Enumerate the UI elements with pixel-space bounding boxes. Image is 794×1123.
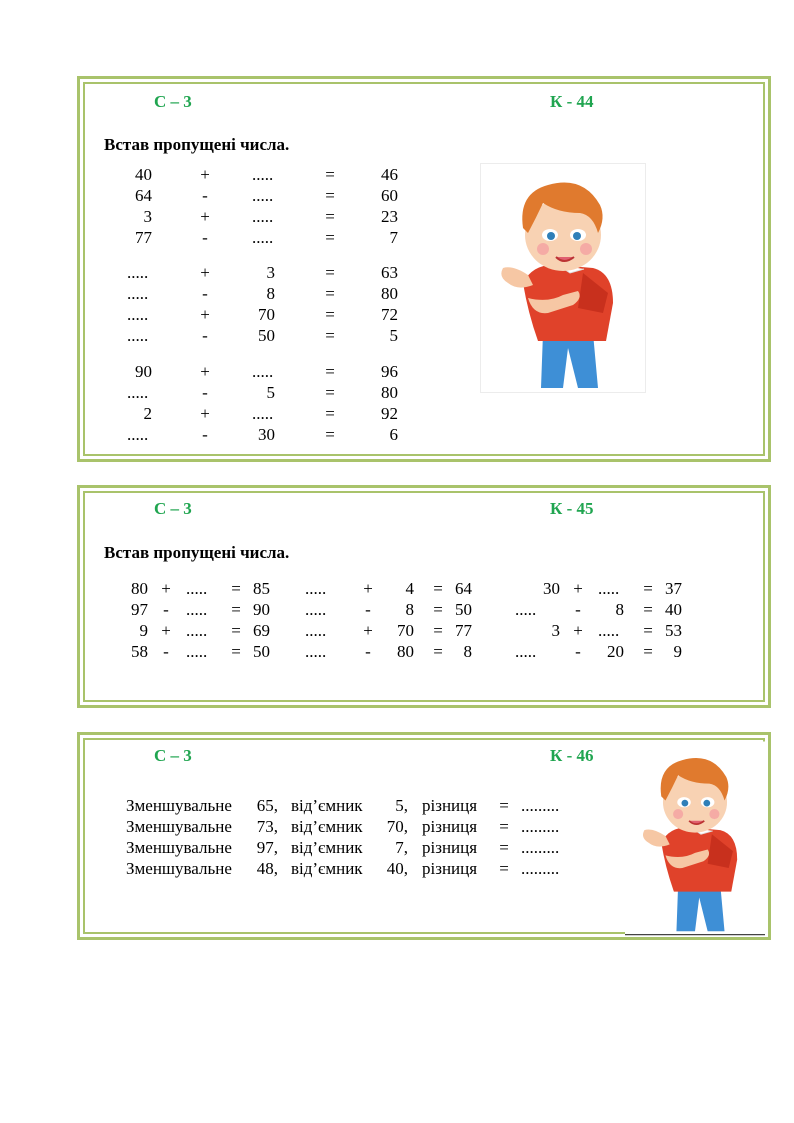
subtrahend-label: від’ємник [291, 796, 363, 815]
operator: + [200, 404, 210, 423]
equals-sign: = [325, 425, 335, 444]
operand-a: ..... [305, 621, 327, 640]
operator: + [573, 621, 583, 640]
operand-b: 20 [607, 642, 624, 661]
operand-b: 30 [258, 425, 275, 444]
equals-sign: = [325, 383, 335, 402]
equals-sign: = [433, 642, 443, 661]
operator: + [200, 362, 210, 381]
equals-sign: = [499, 817, 509, 836]
instruction: Встав пропущені числа. [104, 543, 290, 562]
equals-sign: = [643, 621, 653, 640]
operand-b: ..... [252, 362, 274, 381]
card-code: К - 45 [550, 499, 594, 518]
operator: - [202, 186, 208, 205]
minuend-label: Зменшувальне [126, 838, 232, 857]
subtrahend-value: 40, [386, 859, 408, 878]
operator: - [365, 600, 371, 619]
result: 77 [455, 621, 472, 640]
operand-a: 2 [143, 404, 152, 423]
difference-label: різниця [422, 838, 478, 857]
operand-b: 8 [615, 600, 624, 619]
minuend-value: 97, [256, 838, 278, 857]
operand-a: ..... [305, 600, 327, 619]
result: 9 [673, 642, 682, 661]
operand-b: 70 [397, 621, 414, 640]
series-code: С – 3 [154, 746, 192, 765]
operator: + [200, 207, 210, 226]
operator: + [200, 263, 210, 282]
equation-row [80, 383, 400, 403]
operand-a: 3 [143, 207, 152, 226]
equation-row [80, 186, 400, 206]
difference-label: різниця [422, 796, 478, 815]
operator: - [202, 228, 208, 247]
operand-b: ..... [186, 642, 208, 661]
result: 6 [389, 425, 398, 444]
result: 96 [381, 362, 398, 381]
operator: - [163, 642, 169, 661]
operator: + [573, 579, 583, 598]
operator: + [200, 165, 210, 184]
operator: - [575, 642, 581, 661]
operand-b: 70 [258, 305, 275, 324]
operand-a: 77 [135, 228, 152, 247]
terms-row [126, 859, 596, 879]
equals-sign: = [325, 165, 335, 184]
equation-row [80, 362, 400, 382]
equals-sign: = [325, 305, 335, 324]
result: 46 [381, 165, 398, 184]
operand-b: 80 [397, 642, 414, 661]
operator: + [363, 579, 373, 598]
operand-b: ..... [252, 165, 274, 184]
operand-a: 30 [543, 579, 560, 598]
terms-row [126, 796, 596, 816]
subtrahend-value: 7, [395, 838, 408, 857]
operand-a: ..... [127, 284, 149, 303]
equals-sign: = [325, 263, 335, 282]
difference-label: різниця [422, 817, 478, 836]
result: 90 [253, 600, 270, 619]
equation-row [80, 305, 400, 325]
equals-sign: = [643, 579, 653, 598]
operand-b: ..... [598, 621, 620, 640]
operand-b: 50 [258, 326, 275, 345]
equals-sign: = [231, 579, 241, 598]
operand-a: ..... [127, 305, 149, 324]
operand-a: 90 [135, 362, 152, 381]
equation-row [515, 600, 794, 620]
answer-blank: ......... [521, 859, 560, 878]
operand-a: ..... [127, 425, 149, 444]
minuend-value: 48, [256, 859, 278, 878]
operand-a: ..... [127, 383, 149, 402]
equals-sign: = [499, 838, 509, 857]
operator: - [202, 383, 208, 402]
operand-a: ..... [127, 326, 149, 345]
equation-row [80, 404, 400, 424]
task-card-k45 [77, 485, 771, 708]
equals-sign: = [231, 642, 241, 661]
operand-b: ..... [186, 600, 208, 619]
operand-a: ..... [515, 600, 537, 619]
result: 80 [381, 383, 398, 402]
result: 80 [381, 284, 398, 303]
equation-row [80, 326, 400, 346]
operand-b: 3 [266, 263, 275, 282]
equation-row [80, 425, 400, 445]
equals-sign: = [231, 600, 241, 619]
equals-sign: = [325, 362, 335, 381]
equals-sign: = [499, 859, 509, 878]
equals-sign: = [231, 621, 241, 640]
equation-row [520, 579, 794, 599]
result: 5 [389, 326, 398, 345]
result: 7 [389, 228, 398, 247]
operand-b: ..... [186, 579, 208, 598]
answer-blank: ......... [521, 796, 560, 815]
operand-a: 80 [131, 579, 148, 598]
equation-row [80, 165, 400, 185]
result: 53 [665, 621, 682, 640]
operator: + [200, 305, 210, 324]
result: 72 [381, 305, 398, 324]
result: 23 [381, 207, 398, 226]
boy-illustration [625, 741, 765, 936]
result: 64 [455, 579, 472, 598]
operand-a: ..... [305, 642, 327, 661]
equals-sign: = [643, 600, 653, 619]
operator: - [575, 600, 581, 619]
equals-sign: = [433, 600, 443, 619]
answer-blank: ......... [521, 817, 560, 836]
operand-a: 40 [135, 165, 152, 184]
operand-b: ..... [186, 621, 208, 640]
operand-b: 5 [266, 383, 275, 402]
operator: - [202, 284, 208, 303]
equation-row [515, 642, 794, 662]
answer-blank: ......... [521, 838, 560, 857]
equals-sign: = [499, 796, 509, 815]
operand-b: ..... [252, 404, 274, 423]
operand-b: 8 [266, 284, 275, 303]
operand-a: 9 [139, 621, 148, 640]
difference-label: різниця [422, 859, 478, 878]
operand-b: 8 [405, 600, 414, 619]
operand-b: 4 [405, 579, 414, 598]
operand-a: ..... [515, 642, 537, 661]
terms-row [126, 838, 596, 858]
result: 8 [463, 642, 472, 661]
minuend-value: 65, [256, 796, 278, 815]
operand-a: ..... [305, 579, 327, 598]
card-code: К - 44 [550, 92, 594, 111]
equation-row [80, 284, 400, 304]
task-card-k46 [77, 732, 771, 940]
equals-sign: = [433, 579, 443, 598]
operand-a: 64 [135, 186, 152, 205]
operator: - [202, 425, 208, 444]
minuend-label: Зменшувальне [126, 817, 232, 836]
equals-sign: = [325, 207, 335, 226]
subtrahend-label: від’ємник [291, 817, 363, 836]
subtrahend-label: від’ємник [291, 838, 363, 857]
operator: + [161, 621, 171, 640]
operator: + [161, 579, 171, 598]
operand-b: ..... [252, 228, 274, 247]
result: 85 [253, 579, 270, 598]
minuend-value: 73, [256, 817, 278, 836]
equals-sign: = [325, 284, 335, 303]
subtrahend-value: 70, [386, 817, 408, 836]
result: 37 [665, 579, 682, 598]
result: 69 [253, 621, 270, 640]
result: 63 [381, 263, 398, 282]
equals-sign: = [643, 642, 653, 661]
operand-b: ..... [252, 207, 274, 226]
terms-row [126, 817, 596, 837]
operand-b: ..... [598, 579, 620, 598]
operator: + [363, 621, 373, 640]
task-card-k44 [77, 76, 771, 462]
result: 92 [381, 404, 398, 423]
equals-sign: = [325, 228, 335, 247]
subtrahend-label: від’ємник [291, 859, 363, 878]
equals-sign: = [325, 186, 335, 205]
operand-a: 97 [131, 600, 148, 619]
result: 50 [455, 600, 472, 619]
boy-illustration [480, 163, 646, 393]
minuend-label: Зменшувальне [126, 796, 232, 815]
equals-sign: = [325, 326, 335, 345]
result: 50 [253, 642, 270, 661]
instruction: Встав пропущені числа. [104, 135, 290, 154]
equation-row [520, 621, 794, 641]
minuend-label: Зменшувальне [126, 859, 232, 878]
equals-sign: = [325, 404, 335, 423]
equation-row [80, 207, 400, 227]
operator: - [365, 642, 371, 661]
operand-b: ..... [252, 186, 274, 205]
series-code: С – 3 [154, 92, 192, 111]
operator: - [202, 326, 208, 345]
result: 40 [665, 600, 682, 619]
operator: - [163, 600, 169, 619]
equation-row [80, 228, 400, 248]
operand-a: 58 [131, 642, 148, 661]
equation-row [80, 263, 400, 283]
equals-sign: = [433, 621, 443, 640]
subtrahend-value: 5, [395, 796, 408, 815]
operand-a: 3 [551, 621, 560, 640]
result: 60 [381, 186, 398, 205]
card-code: К - 46 [550, 746, 594, 765]
operand-a: ..... [127, 263, 149, 282]
series-code: С – 3 [154, 499, 192, 518]
